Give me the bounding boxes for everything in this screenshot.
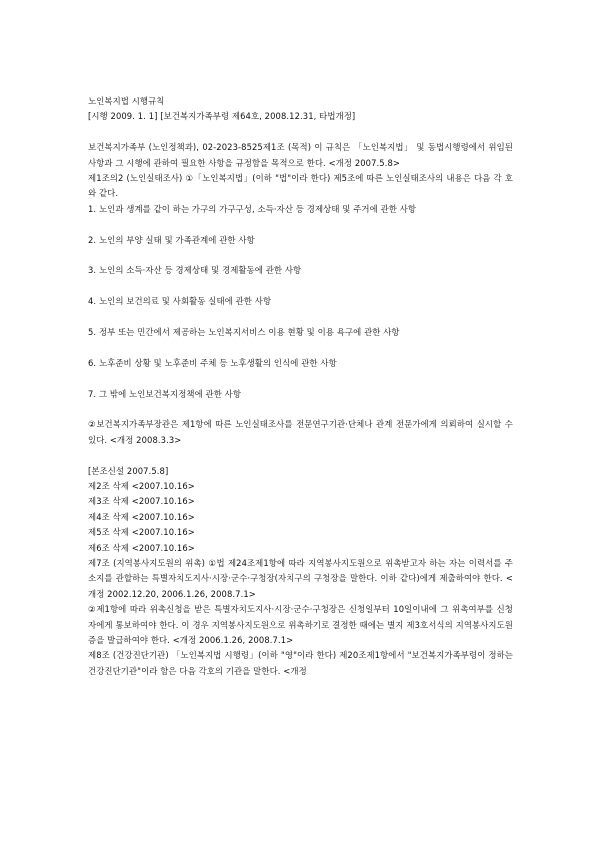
list-item-5: 5. 정부 또는 민간에서 제공하는 노인복지서비스 이용 현황 및 이용 욕구에 관한 사항	[88, 327, 400, 338]
list-item-6: 6. 노후준비 상황 및 노후준비 주체 등 노후생활의 인식에 관한 사항	[88, 357, 337, 368]
list-item-1: 1. 노인과 생계를 같이 하는 가구의 가구구성, 소득·자산 등 경제상태 및 주거에 관한 사항	[88, 203, 417, 214]
list-item-7: 7. 그 밖에 노인보건복지정책에 관한 사항	[88, 388, 242, 399]
article-7-paragraph-2: ②제1항에 따라 위촉신청을 받은 특별자치도지사·시장·군수·구청장은 신청일부터 10일이내에 그 위촉여부를 신청자에게 통보하여야 한다. 이 경우 지역봉사지도원으로 위촉하기로 결정한 때에는 별지 제3호서식의 지역봉사지도원증을 발급하여야 한다. <개정 2006.1.26, 2008.7.1>	[88, 604, 513, 646]
deleted-article-3: 제3조 삭제 <2007.10.16>	[88, 496, 195, 507]
list-item-3: 3. 노인의 소득·자산 등 경제상태 및 경제활동에 관한 사항	[88, 265, 302, 276]
deleted-article-2: 제2조 삭제 <2007.10.16>	[88, 481, 195, 492]
enforcement-info: [시행 2009. 1. 1] [보건복지가족부령 제64호, 2008.12.31, 타법개정]	[88, 111, 356, 122]
document-page	[88, 94, 513, 679]
list-item-2: 2. 노인의 부양 실태 및 가족관계에 관한 사항	[88, 234, 255, 245]
article-1-2-intro: 제1조의2 (노인실태조사) ①「노인복지법」(이하 "법"이라 한다) 제5조에 따른 노인실태조사의 내용은 다음 각 호와 같다.	[88, 173, 513, 199]
deleted-article-6: 제6조 삭제 <2007.10.16>	[88, 542, 195, 553]
article-7: 제7조 (지역봉사지도원의 위촉) ①법 제24조제1항에 따라 지역봉사지도원으로 위촉받고자 하는 자는 이력서를 주소지를 관할하는 특별자치도지사·시장·군수·구청장(자치구의 구청장을 말한다. 이하 같다)에게 제출하여야 한다. <개정 2002.12.20, 2006.1.26, 2008.7.1>	[88, 558, 513, 599]
law-title: 노인복지법 시행규칙	[88, 96, 165, 106]
article-1-purpose: 보건복지가족부 (노인정책과), 02-2023-8525제1조 (목적) 이 규칙은 「노인복지법」 및 동법시행령에서 위임된 사항과 그 시행에 관하여 필요한 사항을 규정함을 목적으로 한다. <개정 2007.5.8>	[88, 142, 514, 168]
deleted-article-4: 제4조 삭제 <2007.10.16>	[88, 511, 195, 522]
deleted-article-5: 제5조 삭제 <2007.10.16>	[88, 527, 195, 538]
new-article-note: [본조신설 2007.5.8]	[88, 465, 169, 476]
paragraph-2: ②보건복지가족부장관은 제1항에 따른 노인실태조사를 전문연구기관·단체나 관계 전문가에게 의뢰하여 실시할 수 있다. <개정 2008.3.3>	[88, 419, 513, 445]
list-item-4: 4. 노인의 보건의료 및 사회활동 실태에 관한 사항	[88, 296, 272, 307]
spacer	[88, 125, 513, 140]
article-8: 제8조 (건강진단기관) 「노인복지법 시행령」(이하 "영"이라 한다) 제20조제1항에서 "보건복지가족부령이 정하는 건강진단기관"이라 함은 다음 각호의 기관을 말한다. <개정	[88, 650, 513, 676]
